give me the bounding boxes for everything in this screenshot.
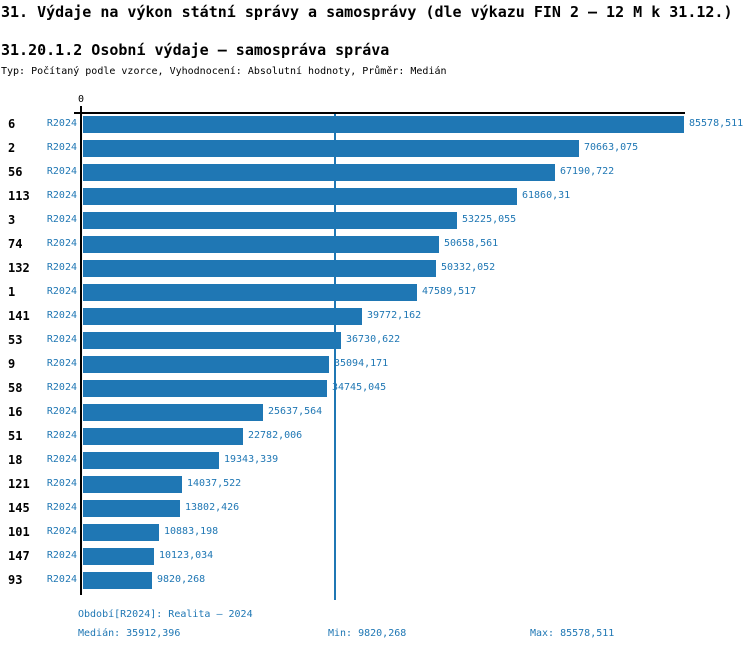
chart-row bbox=[0, 568, 750, 592]
category-label: 53 bbox=[8, 333, 23, 347]
chart-row bbox=[0, 424, 750, 448]
max-stat: Max: 85578,511 bbox=[530, 628, 615, 639]
period-legend: Období[R2024]: Realita – 2024 bbox=[78, 609, 253, 620]
series-label: R2024 bbox=[46, 526, 77, 537]
value-label: 85578,511 bbox=[689, 118, 744, 129]
category-label: 74 bbox=[8, 237, 23, 251]
category-label: 56 bbox=[8, 165, 23, 179]
bar bbox=[83, 260, 436, 277]
category-label: 101 bbox=[8, 525, 30, 539]
x-axis-zero-label: 0 bbox=[77, 94, 85, 105]
category-label: 51 bbox=[8, 429, 23, 443]
value-label: 10123,034 bbox=[159, 550, 214, 561]
series-label: R2024 bbox=[46, 190, 77, 201]
chart-subtitle: 31.20.1.2 Osobní výdaje – samospráva správa bbox=[1, 41, 390, 59]
value-label: 50332,052 bbox=[441, 262, 496, 273]
bar bbox=[83, 140, 579, 157]
chart-row bbox=[0, 232, 750, 256]
median-stat: Medián: 35912,396 bbox=[78, 628, 181, 639]
category-label: 1 bbox=[8, 285, 16, 299]
category-label: 16 bbox=[8, 405, 23, 419]
series-label: R2024 bbox=[46, 406, 77, 417]
chart-row bbox=[0, 280, 750, 304]
value-label: 53225,055 bbox=[462, 214, 517, 225]
series-label: R2024 bbox=[46, 310, 77, 321]
chart-row bbox=[0, 472, 750, 496]
chart-row bbox=[0, 520, 750, 544]
category-label: 18 bbox=[8, 453, 23, 467]
bar bbox=[83, 164, 555, 181]
series-label: R2024 bbox=[46, 550, 77, 561]
chart-row bbox=[0, 184, 750, 208]
category-label: 132 bbox=[8, 261, 30, 275]
category-label: 2 bbox=[8, 141, 16, 155]
bar bbox=[83, 404, 263, 421]
chart-rows bbox=[0, 112, 750, 592]
bar bbox=[83, 188, 517, 205]
category-label: 147 bbox=[8, 549, 30, 563]
chart-meta-line: Typ: Počítaný podle vzorce, Vyhodnocení: Absolutní hodnoty, Průměr: Medián bbox=[1, 66, 447, 77]
chart-row bbox=[0, 448, 750, 472]
bar bbox=[83, 548, 154, 565]
value-label: 50658,561 bbox=[444, 238, 499, 249]
series-label: R2024 bbox=[46, 262, 77, 273]
bar bbox=[83, 524, 159, 541]
value-label: 9820,268 bbox=[157, 574, 206, 585]
series-label: R2024 bbox=[46, 454, 77, 465]
min-stat: Min: 9820,268 bbox=[328, 628, 407, 639]
value-label: 14037,522 bbox=[187, 478, 242, 489]
series-label: R2024 bbox=[46, 118, 77, 129]
value-label: 35094,171 bbox=[334, 358, 389, 369]
series-label: R2024 bbox=[46, 166, 77, 177]
value-label: 10883,198 bbox=[164, 526, 219, 537]
bar bbox=[83, 212, 457, 229]
series-label: R2024 bbox=[46, 574, 77, 585]
category-label: 93 bbox=[8, 573, 23, 587]
chart-row bbox=[0, 352, 750, 376]
chart-row bbox=[0, 112, 750, 136]
value-label: 22782,006 bbox=[248, 430, 303, 441]
series-label: R2024 bbox=[46, 142, 77, 153]
value-label: 13802,426 bbox=[185, 502, 240, 513]
bar bbox=[83, 572, 152, 589]
series-label: R2024 bbox=[46, 478, 77, 489]
series-label: R2024 bbox=[46, 358, 77, 369]
bar bbox=[83, 428, 243, 445]
category-label: 113 bbox=[8, 189, 30, 203]
category-label: 9 bbox=[8, 357, 16, 371]
series-label: R2024 bbox=[46, 214, 77, 225]
value-label: 36730,622 bbox=[346, 334, 401, 345]
bar bbox=[83, 308, 362, 325]
series-label: R2024 bbox=[46, 430, 77, 441]
bar bbox=[83, 356, 329, 373]
page-title: 31. Výdaje na výkon státní správy a samosprávy (dle výkazu FIN 2 – 12 M k 31.12.) bbox=[1, 3, 733, 21]
bar bbox=[83, 452, 219, 469]
value-label: 61860,31 bbox=[522, 190, 571, 201]
category-label: 6 bbox=[8, 117, 16, 131]
bar bbox=[83, 476, 182, 493]
series-label: R2024 bbox=[46, 382, 77, 393]
value-label: 34745,045 bbox=[332, 382, 387, 393]
bar bbox=[83, 500, 180, 517]
bar bbox=[83, 332, 341, 349]
value-label: 39772,162 bbox=[367, 310, 422, 321]
chart-row bbox=[0, 496, 750, 520]
bar bbox=[83, 116, 684, 133]
category-label: 141 bbox=[8, 309, 30, 323]
bar bbox=[83, 284, 417, 301]
value-label: 19343,339 bbox=[224, 454, 279, 465]
chart-row bbox=[0, 304, 750, 328]
value-label: 47589,517 bbox=[422, 286, 477, 297]
chart-row bbox=[0, 256, 750, 280]
series-label: R2024 bbox=[46, 286, 77, 297]
bar bbox=[83, 380, 327, 397]
chart-row bbox=[0, 208, 750, 232]
category-label: 58 bbox=[8, 381, 23, 395]
bar bbox=[83, 236, 439, 253]
chart-row bbox=[0, 160, 750, 184]
value-label: 67190,722 bbox=[560, 166, 615, 177]
chart-row bbox=[0, 328, 750, 352]
value-label: 70663,075 bbox=[584, 142, 639, 153]
series-label: R2024 bbox=[46, 334, 77, 345]
value-label: 25637,564 bbox=[268, 406, 323, 417]
chart-row bbox=[0, 376, 750, 400]
category-label: 145 bbox=[8, 501, 30, 515]
category-label: 121 bbox=[8, 477, 30, 491]
category-label: 3 bbox=[8, 213, 16, 227]
series-label: R2024 bbox=[46, 238, 77, 249]
chart-row bbox=[0, 544, 750, 568]
chart-row bbox=[0, 136, 750, 160]
series-label: R2024 bbox=[46, 502, 77, 513]
chart-row bbox=[0, 400, 750, 424]
